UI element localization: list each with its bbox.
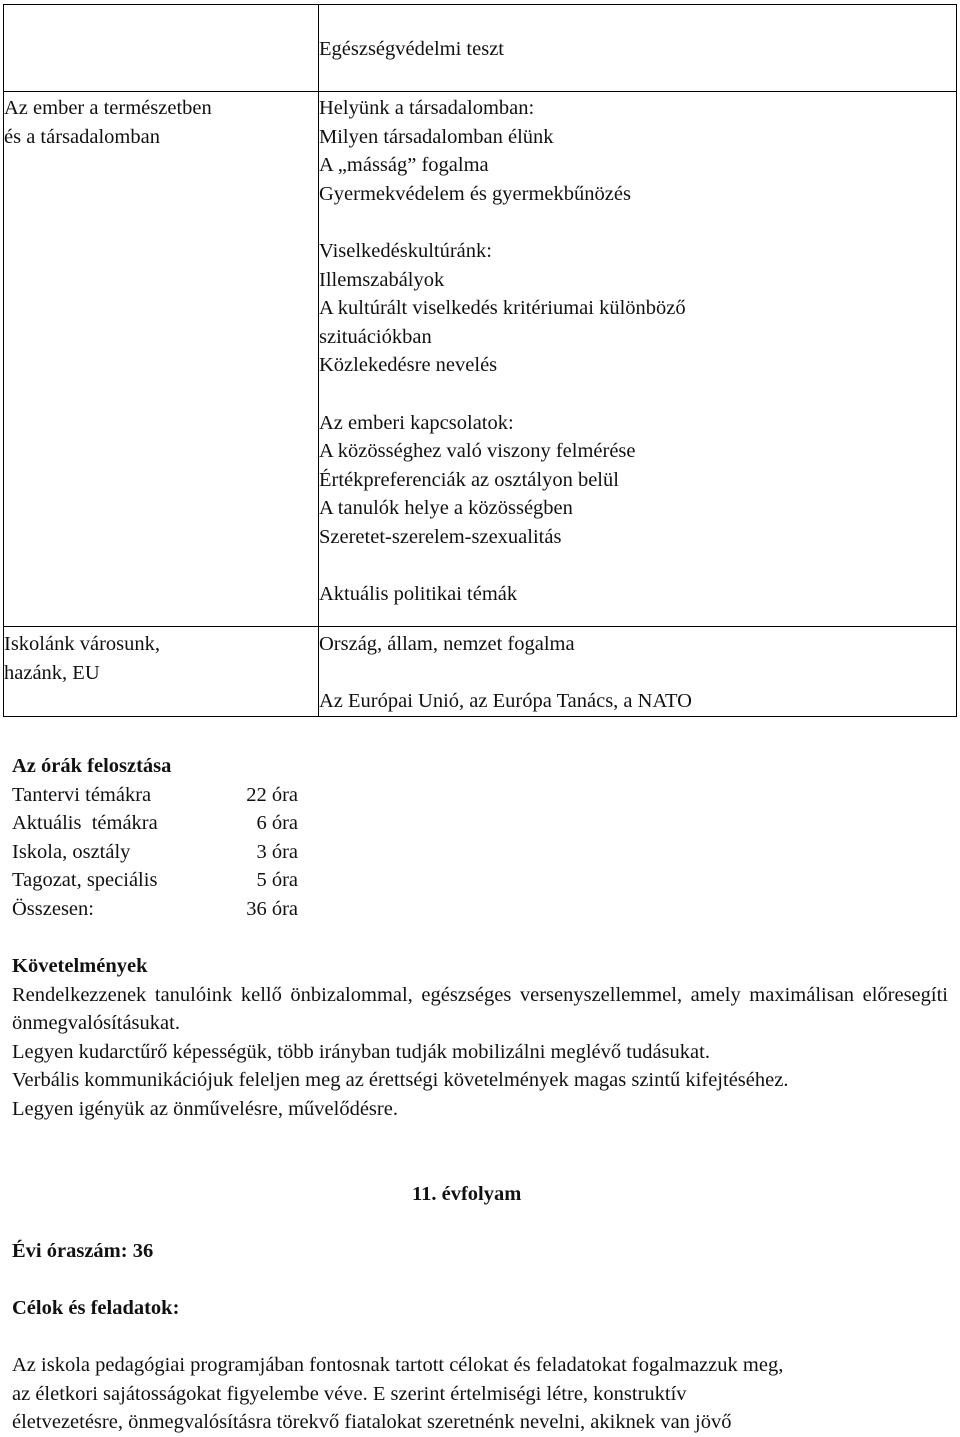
topic-line: Ország, állam, nemzet fogalma: [319, 633, 575, 655]
topic-group: [319, 409, 956, 552]
hours-row: [12, 781, 298, 810]
topic-line: A kultúrált viselkedés kritériumai különböző: [319, 297, 686, 320]
hours-value: 6 óra: [256, 812, 298, 835]
hours-label: Tagozat, speciális: [12, 869, 158, 892]
hours-row: [12, 895, 298, 924]
hours-value: 36 óra: [246, 897, 298, 920]
topic-line: Szeretet-szerelem-szexualitás: [319, 525, 562, 548]
table-cell: [319, 5, 957, 92]
hours-label: Aktuális témákra: [12, 812, 158, 835]
theme-line: Iskolánk városunk,: [4, 633, 161, 655]
topic-line: Az Európai Unió, az Európa Tanács, a NATO: [319, 690, 692, 713]
hours-label: Összesen:: [12, 897, 94, 920]
topic-group: [319, 94, 956, 208]
topic-line: Gyermekvédelem és gyermekbűnözés: [319, 182, 631, 205]
topic-group: [319, 580, 956, 609]
hours-value: 5 óra: [256, 869, 298, 892]
hours-label: Tantervi témákra: [12, 783, 152, 806]
hours-row: [12, 809, 298, 838]
theme-cell: [4, 92, 319, 627]
goals-line: az életkori sajátosságokat figyelembe véve. E szerint értelmiségi létre, konstruktív: [12, 1382, 687, 1405]
topic-line: Milyen társadalomban élünk: [319, 125, 554, 148]
requirement-paragraph: Legyen igényük az önművelésre, művelődésre.: [12, 1097, 398, 1120]
theme-line: Az ember a természetben: [4, 97, 212, 119]
topic-line: szituációkban: [319, 325, 432, 348]
hours-title: Az órák felosztása: [12, 755, 172, 777]
topic-line: Egészségvédelmi teszt: [319, 38, 505, 60]
theme-line: hazánk, EU: [4, 661, 100, 684]
goals-line: életvezetésre, önmegvalósításra törekvő fiatalokat szeretnénk nevelni, akiknek van jövő: [12, 1411, 732, 1434]
hours-section: [12, 752, 298, 924]
table-row: [4, 5, 957, 92]
goals-text: [12, 1351, 948, 1437]
topics-cell: [319, 92, 957, 627]
topic-line: Közlekedésre nevelés: [319, 354, 498, 377]
theme-line: és a társadalomban: [4, 125, 160, 148]
table-row: [4, 627, 957, 717]
theme-cell: [4, 627, 319, 717]
requirement-paragraph: Legyen kudarctűrő képességük, több irányban tudják mobilizálni meglévő tudásukat.: [12, 1040, 710, 1063]
topic-line: Az emberi kapcsolatok:: [319, 411, 514, 434]
topic-line: Helyünk a társadalomban:: [319, 97, 535, 119]
hours-row: [12, 866, 298, 895]
hours-value: 3 óra: [256, 840, 298, 863]
topic-line: Értékpreferenciák az osztályon belül: [319, 468, 619, 491]
topic-line: A „másság” fogalma: [319, 154, 489, 177]
requirements-title: Követelmények: [12, 955, 148, 977]
hours-row: [12, 838, 298, 867]
topic-line: A tanulók helye a közösségben: [319, 497, 573, 520]
topic-line: Viselkedéskultúránk:: [319, 239, 492, 262]
goals-title: Célok és feladatok:: [12, 1297, 180, 1319]
annual-hours: Évi óraszám: 36: [12, 1240, 154, 1262]
table-cell-empty: [4, 5, 319, 92]
topic-line: Illemszabályok: [319, 268, 445, 291]
topic-group: [319, 237, 956, 380]
hours-value: 22 óra: [246, 783, 298, 806]
topics-cell: [319, 627, 957, 717]
hours-label: Iskola, osztály: [12, 840, 131, 863]
requirement-paragraph: Verbális kommunikációjuk feleljen meg az érettségi követelmények magas szintű kifejtéséhez.: [12, 1069, 789, 1092]
table-row: [4, 92, 957, 627]
requirements-section: [12, 952, 948, 1124]
topic-line: Aktuális politikai témák: [319, 583, 518, 606]
goals-line: Az iskola pedagógiai programjában fontosnak tartott célokat és feladatokat fogalmazzuk meg,: [12, 1354, 784, 1376]
topic-line: A közösséghez való viszony felmérése: [319, 440, 636, 463]
curriculum-table: [3, 4, 957, 717]
requirement-paragraph: Rendelkezzenek tanulóink kellő önbizalommal, egészséges versenyszellemmel, amely maximálisan előresegíti önmegvalósításukat.: [12, 983, 948, 1035]
grade-heading: 11. évfolyam: [412, 1183, 522, 1205]
